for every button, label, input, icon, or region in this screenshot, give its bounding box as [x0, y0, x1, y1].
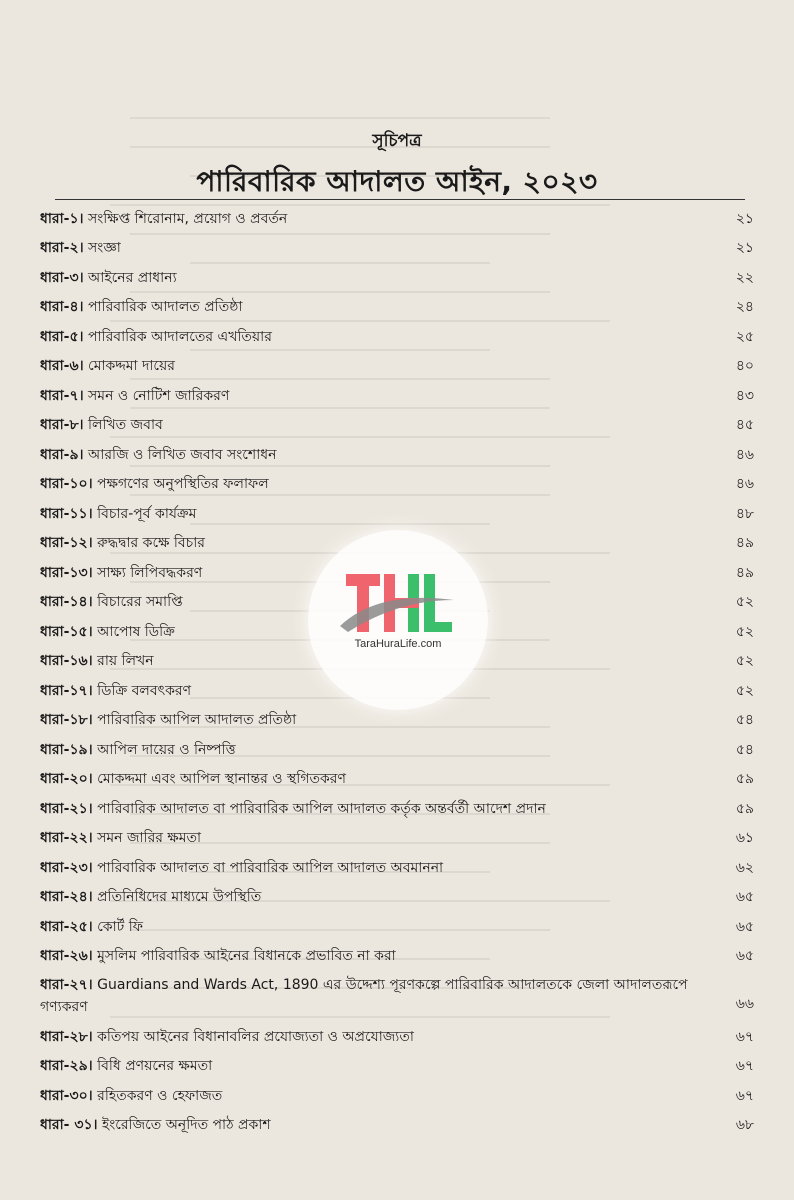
toc-entry: [40, 1085, 714, 1107]
toc-row: [40, 440, 754, 470]
toc-row: [40, 942, 754, 972]
toc-entry: [40, 1055, 714, 1077]
toc-row: [40, 883, 754, 913]
section-title: কতিপয় আইনের বিধানাবলির প্রযোজ্যতা ও অপ্রযোজ্যতা: [97, 1028, 414, 1045]
toc-row: [40, 322, 754, 352]
toc-entry: [40, 355, 714, 377]
toc-row: [40, 499, 754, 529]
section-number: ধারা-১৭।: [40, 682, 93, 699]
page-number: ২৫: [735, 328, 754, 345]
page-number: ৫৯: [735, 800, 754, 817]
section-title: পারিবারিক আদালতের এখতিয়ার: [88, 328, 272, 345]
section-title: রায় লিখন: [97, 653, 154, 670]
section-number: ধারা-৩০।: [40, 1087, 93, 1104]
toc-heading: সূচিপত্র: [372, 131, 422, 151]
page-number: ৪৬: [735, 446, 754, 463]
toc-entry: [40, 296, 714, 318]
section-title: সমন ও নোটিশ জারিকরণ: [88, 387, 230, 404]
toc-row: [40, 1081, 754, 1111]
page-number: ৬৭: [735, 1087, 754, 1104]
section-number: ধারা-১৬।: [40, 653, 93, 670]
section-number: ধারা-১৯।: [40, 741, 93, 758]
section-number: ধারা-৪।: [40, 299, 84, 316]
section-number: ধারা-৭।: [40, 387, 84, 404]
section-title: Guardians and Wards Act, 1890 এর উদ্দেশ্য পূরণকল্পে পারিবারিক আদালতকে জেলা আদালতরূপে গণ্যকরণ: [40, 977, 688, 1015]
toc-row: [40, 263, 754, 293]
toc-entry: [40, 739, 714, 761]
toc-entry: [40, 503, 714, 525]
page-number: ৫৪: [735, 712, 754, 729]
toc-row: [40, 1052, 754, 1082]
section-number: ধারা-২৮।: [40, 1028, 93, 1045]
section-title: রুদ্ধদ্বার কক্ষে বিচার: [97, 535, 205, 552]
section-number: ধারা-৩।: [40, 269, 84, 286]
section-number: ধারা-৫।: [40, 328, 84, 345]
toc-row: [40, 794, 754, 824]
toc-entry: [40, 1114, 714, 1136]
toc-entry: [40, 857, 714, 879]
section-number: ধারা-২৭।: [40, 977, 93, 993]
page-number: ৪৫: [735, 417, 754, 434]
section-number: ধারা-৮।: [40, 417, 84, 434]
toc-row: [40, 735, 754, 765]
section-number: ধারা-২৪।: [40, 889, 93, 906]
page-number: ৪৬: [735, 476, 754, 493]
section-title: পক্ষগণের অনুপস্থিতির ফলাফল: [97, 476, 269, 493]
page-number: ৫২: [735, 623, 754, 640]
toc-entry: [40, 473, 714, 495]
page-number: ২২: [735, 269, 754, 286]
toc-entry: [40, 267, 714, 289]
page-number: ৫২: [735, 653, 754, 670]
section-number: ধারা-২৯।: [40, 1058, 93, 1075]
toc-entry: [40, 945, 714, 967]
toc-row: [40, 381, 754, 411]
page-number: ৬৫: [735, 889, 754, 906]
toc-row: [40, 1111, 754, 1141]
toc-entry: [40, 916, 714, 938]
thl-logo-icon: [338, 560, 458, 650]
section-number: ধারা-২৫।: [40, 918, 93, 935]
toc-entry: [40, 798, 714, 820]
page-number: ৬১: [735, 830, 754, 847]
section-number: ধারা-২৬।: [40, 948, 93, 965]
section-title: আইনের প্রাধান্য: [88, 269, 177, 286]
toc-entry: [40, 827, 714, 849]
page-title: পারিবারিক আদালত আইন, ২০২৩: [196, 165, 598, 198]
section-number: ধারা-২২।: [40, 830, 93, 847]
page-number: ৬৮: [735, 1117, 754, 1134]
toc-entry: [40, 208, 714, 230]
section-number: ধারা-১।: [40, 210, 84, 227]
toc-entry: [40, 974, 714, 1018]
toc-entry: [40, 237, 714, 259]
section-number: ধারা-১৮।: [40, 712, 93, 729]
section-title: মোকদ্দমা দায়ের: [88, 358, 175, 375]
toc-row: [40, 1022, 754, 1052]
section-number: ধারা-১২।: [40, 535, 93, 552]
page-number: ৫২: [735, 594, 754, 611]
section-title: বিচারের সমাপ্তি: [97, 594, 183, 611]
toc-row: [40, 912, 754, 942]
section-title: রহিতকরণ ও হেফাজত: [97, 1087, 223, 1104]
toc-row: [40, 853, 754, 883]
page-number: ৪০: [735, 358, 754, 375]
toc-entry: [40, 414, 714, 436]
toc-entry: [40, 326, 714, 348]
section-title: ইংরেজিতে অনূদিত পাঠ প্রকাশ: [102, 1117, 271, 1134]
page-number: ৫৯: [735, 771, 754, 788]
watermark-site: TaraHuraLife.com: [354, 638, 442, 650]
watermark: [308, 530, 488, 710]
section-title: ডিক্রি বলবৎকরণ: [97, 682, 192, 699]
page-number: ৪৯: [735, 564, 754, 581]
toc-row: [40, 411, 754, 441]
section-number: ধারা-৬।: [40, 358, 84, 375]
section-title: মোকদ্দমা এবং আপিল স্থানান্তর ও স্থগিতকরণ: [97, 771, 346, 788]
toc-row: [40, 765, 754, 795]
toc-row: [40, 204, 754, 234]
page-number: ৪৩: [735, 387, 754, 404]
toc-row: [40, 293, 754, 323]
section-title: সমন জারির ক্ষমতা: [97, 830, 202, 847]
title-underline: [55, 199, 745, 200]
section-number: ধারা-৯।: [40, 446, 84, 463]
page-number: ৬৭: [735, 1058, 754, 1075]
page-number: ৫৪: [735, 741, 754, 758]
page-number: ৪৮: [735, 505, 754, 522]
section-title: বিচার-পূর্ব কার্যক্রম: [97, 505, 197, 522]
section-number: ধারা-১৪।: [40, 594, 93, 611]
page-number: ২১: [735, 240, 754, 257]
section-number: ধারা-২০।: [40, 771, 93, 788]
section-title: পারিবারিক আপিল আদালত প্রতিষ্ঠা: [97, 712, 297, 729]
toc-row: [40, 352, 754, 382]
toc-entry: [40, 709, 714, 731]
section-number: ধারা-২১।: [40, 800, 93, 817]
toc-entry: [40, 385, 714, 407]
section-title: মুসলিম পারিবারিক আইনের বিধানকে প্রভাবিত না করা: [97, 948, 396, 965]
toc-row: [40, 824, 754, 854]
toc-entry: [40, 444, 714, 466]
section-number: ধারা-১০।: [40, 476, 93, 493]
section-title: আপোষ ডিক্রি: [97, 623, 175, 640]
page-number: ৬৬: [735, 996, 754, 1012]
page-number: ২১: [735, 210, 754, 227]
toc-row: [40, 470, 754, 500]
page-number: ৪৯: [735, 535, 754, 552]
page-number: ৬৫: [735, 948, 754, 965]
section-title: পারিবারিক আদালত প্রতিষ্ঠা: [88, 299, 243, 316]
toc-row: [40, 234, 754, 264]
section-title: আরজি ও লিখিত জবাব সংশোধন: [88, 446, 277, 463]
section-number: ধারা- ৩১।: [40, 1117, 98, 1134]
section-title: কোর্ট ফি: [97, 918, 143, 935]
page-number: ৬৫: [735, 918, 754, 935]
section-title: পারিবারিক আদালত বা পারিবারিক আপিল আদালত অবমাননা: [97, 859, 444, 876]
toc-row: [40, 971, 754, 1022]
section-title: সংক্ষিপ্ত শিরোনাম, প্রয়োগ ও প্রবর্তন: [88, 210, 288, 227]
section-number: ধারা-১১।: [40, 505, 93, 522]
section-title: আপিল দায়ের ও নিষ্পত্তি: [97, 741, 236, 758]
section-title: লিখিত জবাব: [88, 417, 163, 434]
section-number: ধারা-২৩।: [40, 859, 93, 876]
section-title: প্রতিনিধিদের মাধ্যমে উপস্থিতি: [97, 889, 262, 906]
section-title: সাক্ষ্য লিপিবদ্ধকরণ: [97, 564, 203, 581]
section-title: সংজ্ঞা: [88, 240, 121, 257]
section-title: পারিবারিক আদালত বা পারিবারিক আপিল আদালত কর্তৃক অন্তর্বর্তী আদেশ প্রদান: [97, 800, 546, 817]
section-number: ধারা-১৫।: [40, 623, 93, 640]
page-number: ২৪: [735, 299, 754, 316]
section-number: ধারা-২।: [40, 240, 84, 257]
toc-entry: [40, 768, 714, 790]
section-title: বিধি প্রণয়নের ক্ষমতা: [97, 1058, 213, 1075]
page-number: ৬২: [735, 859, 754, 876]
page-number: ৫২: [735, 682, 754, 699]
page-number: ৬৭: [735, 1028, 754, 1045]
toc-entry: [40, 1026, 714, 1048]
section-number: ধারা-১৩।: [40, 564, 93, 581]
toc-entry: [40, 886, 714, 908]
